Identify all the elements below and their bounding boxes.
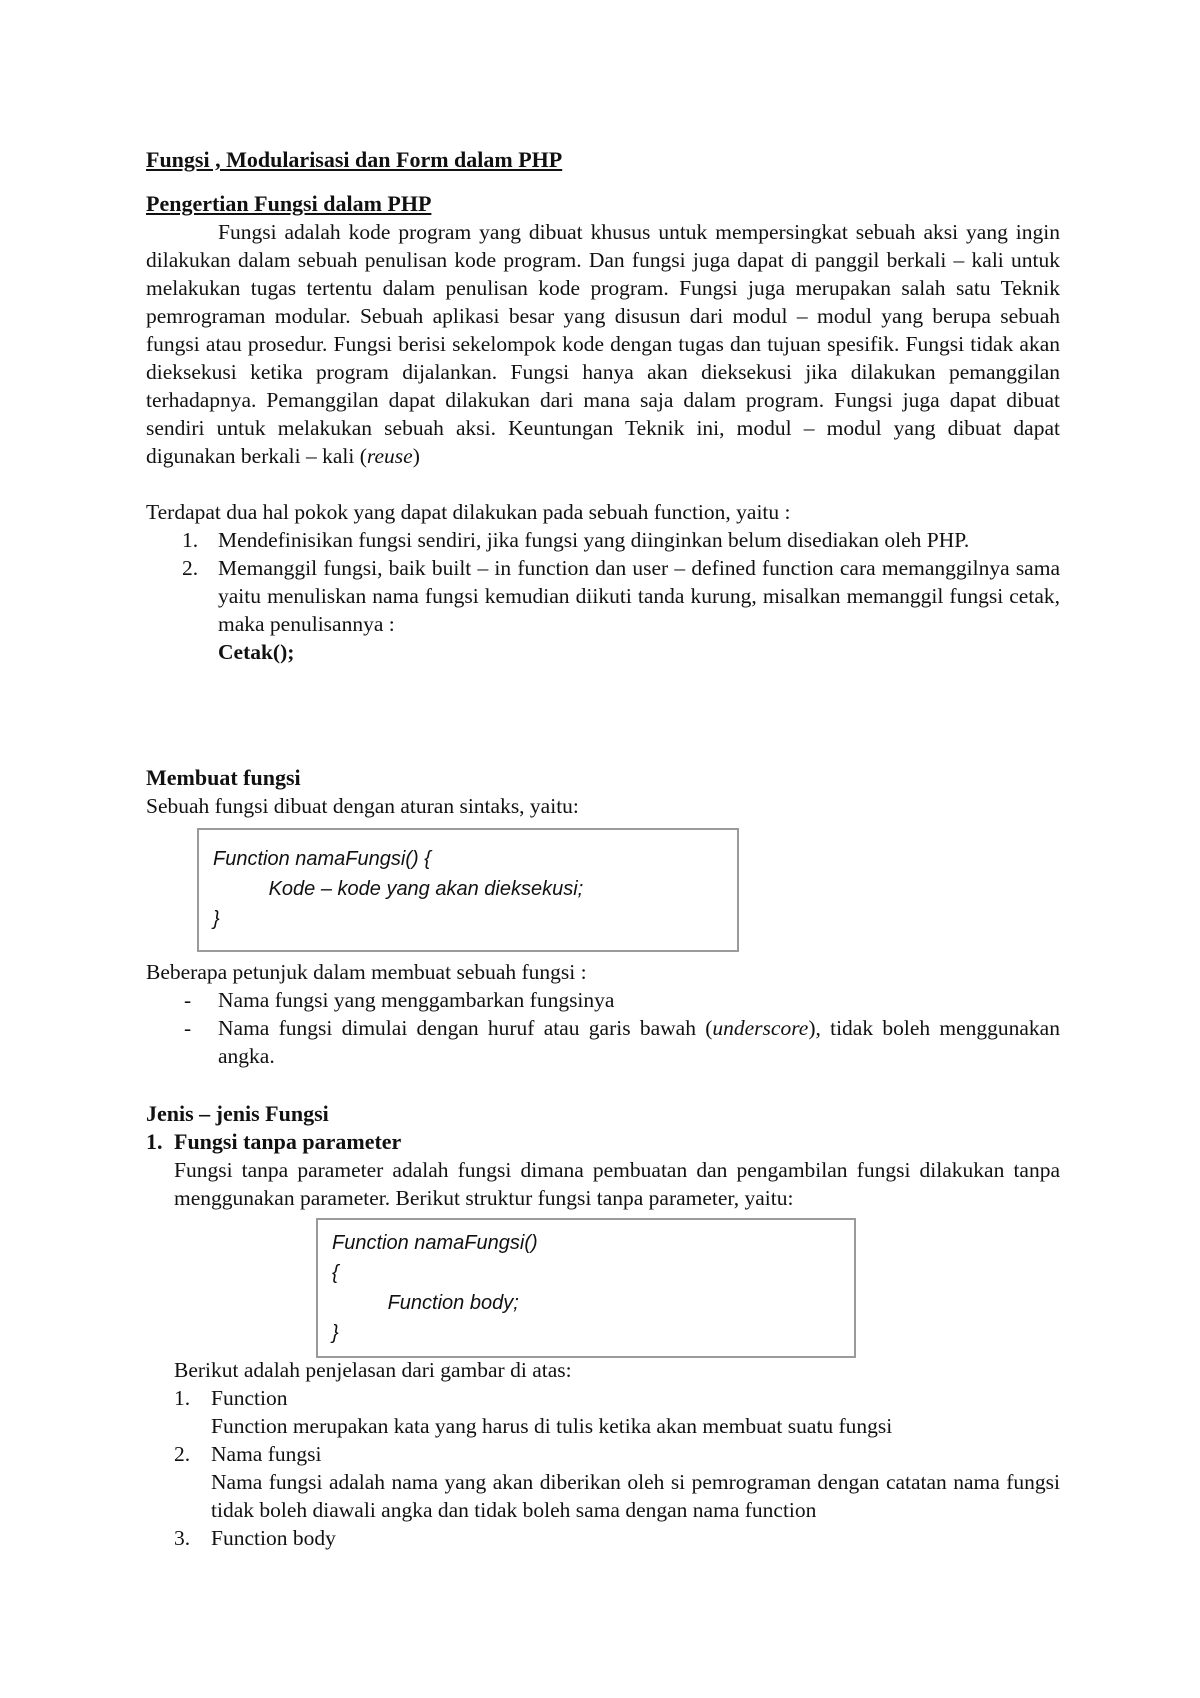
code-line: Kode – kode yang akan dieksekusi; <box>213 878 584 900</box>
list-number: 1. <box>174 1386 191 1410</box>
list-text: Mendefinisikan fungsi sendiri, jika fungsi yang diinginkan belum disediakan oleh PHP. <box>218 528 970 552</box>
list-number: 2. <box>182 556 199 580</box>
list-desc: Nama fungsi adalah nama yang akan diberikan oleh si pemrograman dengan catatan nama fungsi tidak boleh diawali angka dan tidak boleh sama dengan nama function <box>211 1470 1060 1522</box>
section-intro: Terdapat dua hal pokok yang dapat dilakukan pada sebuah function, yaitu : <box>146 500 791 524</box>
code-line: } <box>213 908 220 930</box>
paragraph-text: Fungsi adalah kode program yang dibuat khusus untuk mempersingkat sebuah aksi yang ingin dilakukan dalam sebuah penulisan kode program. Dan fungsi juga dapat di panggil berkali – kali untuk melakukan tugas tertentu dalam penulisan kode program. Fungsi juga merupakan salah satu Teknik pemrograman modular. Sebuah aplikasi besar yang disusun dari modul – modul yang berupa sebuah fungsi atau prosedur. Fungsi berisi sekelompok kode dengan tugas dan tujuan spesifik. Fungsi tidak akan dieksekusi ketika program dijalankan. Fungsi hanya akan dieksekusi jika dilakukan pemanggilan terhadapnya. Pemanggilan dapat dilakukan dari mana saja dalam program. Fungsi juga dapat dibuat sendiri untuk melakukan sebuah aksi. Keuntungan Teknik ini, modul – modul yang dibuat dapat digunakan berkali – kali ( <box>146 220 1060 468</box>
section-paragraph <box>146 218 1060 470</box>
section-membuat-fungsi <box>146 764 1060 820</box>
list-item <box>146 1014 1060 1070</box>
list-item <box>146 986 1060 1014</box>
list-title: Function <box>211 1386 288 1410</box>
tips-intro: Beberapa petunjuk dalam membuat sebuah fungsi : <box>146 960 587 984</box>
section-jenis-fungsi <box>146 1100 1060 1212</box>
list-desc: Function merupakan kata yang harus di tulis ketika akan membuat suatu fungsi <box>211 1414 893 1438</box>
section-tips <box>146 958 1060 1070</box>
document-title: Fungsi , Modularisasi dan Form dalam PHP <box>146 147 563 172</box>
section-heading: Pengertian Fungsi dalam PHP <box>146 191 432 216</box>
code-line: Function namaFungsi() <box>332 1232 538 1254</box>
list-item <box>146 554 1060 666</box>
list-item <box>146 1524 1060 1552</box>
list-number: 1. <box>182 528 199 552</box>
list-item <box>146 526 1060 554</box>
list-title: Function body <box>211 1526 336 1550</box>
subsection-paragraph: Fungsi tanpa parameter adalah fungsi dimana pembuatan dan pengambilan fungsi dilakukan tanpa menggunakan parameter. Berikut struktur fungsi tanpa parameter, yaitu: <box>174 1158 1060 1210</box>
code-example: Cetak(); <box>218 640 295 664</box>
list-text: Nama fungsi dimulai dengan huruf atau garis bawah ( <box>218 1016 713 1040</box>
list-text: Memanggil fungsi, baik built – in function dan user – defined function cara memanggilnya sama yaitu menuliskan nama fungsi kemudian diikuti tanda kurung, misalkan memanggil fungsi cetak, maka penulisannya : <box>218 556 1060 636</box>
subsection-number: 1. <box>146 1129 163 1154</box>
list-item <box>146 1384 1060 1440</box>
code-box <box>197 828 739 952</box>
list-item <box>146 1440 1060 1524</box>
list-title: Nama fungsi <box>211 1442 322 1466</box>
code-box <box>316 1218 856 1358</box>
section-pengertian <box>146 190 1060 666</box>
section-explanation <box>146 1356 1060 1552</box>
numbered-list <box>146 526 1060 666</box>
paragraph-italic: reuse <box>366 444 413 468</box>
section-heading: Jenis – jenis Fungsi <box>146 1101 329 1126</box>
explanation-intro: Berikut adalah penjelasan dari gambar di atas: <box>174 1358 572 1382</box>
list-text: Nama fungsi yang menggambarkan fungsinya <box>218 988 615 1012</box>
paragraph-text-end: ) <box>412 444 420 468</box>
subsection-heading <box>146 1128 1060 1156</box>
code-line: Function body; <box>332 1292 519 1314</box>
list-number: 2. <box>174 1442 191 1466</box>
section-heading: Membuat fungsi <box>146 765 301 790</box>
list-italic: underscore <box>712 1016 809 1040</box>
code-line: Function namaFungsi() { <box>213 848 431 870</box>
list-dash: - <box>184 988 192 1012</box>
list-number: 3. <box>174 1526 191 1550</box>
list-dash: - <box>184 1016 192 1040</box>
section-intro: Sebuah fungsi dibuat dengan aturan sintaks, yaitu: <box>146 794 579 818</box>
list-text-end: ), tidak boleh menggunakan angka. <box>218 1016 1060 1068</box>
code-line: } <box>332 1322 339 1344</box>
code-line: { <box>332 1262 339 1284</box>
subsection-title: Fungsi tanpa parameter <box>174 1129 402 1154</box>
